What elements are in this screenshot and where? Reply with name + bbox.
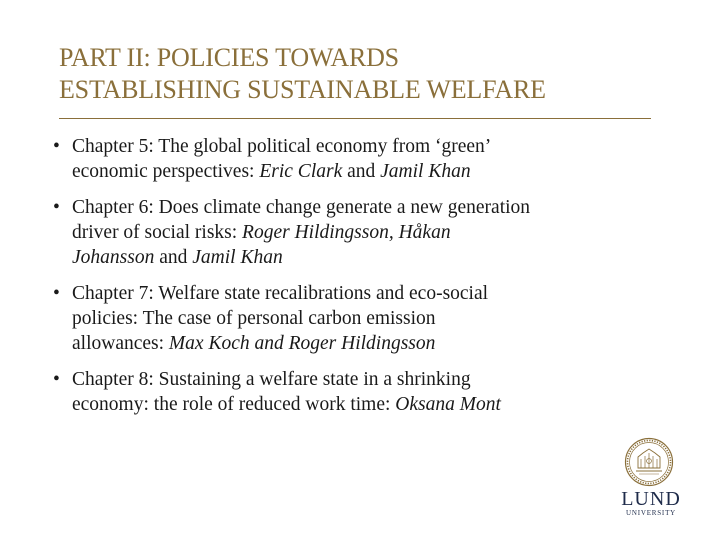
chapter-6-text: driver of social risks: (72, 222, 243, 243)
chapter-5-author-2: Jamil Khan (380, 161, 471, 182)
chapter-5-line-1: Chapter 5: The global political economy from ‘green’ (72, 136, 492, 157)
slide-title (59, 42, 659, 106)
chapter-6-authors-line-1: Roger Hildingsson, Håkan (242, 222, 451, 243)
title-divider (59, 118, 651, 119)
chapter-8-line-2 (72, 392, 653, 417)
slide-title-line-1: PART II: POLICIES TOWARDS (59, 43, 399, 72)
logo-subtitle: UNIVERSITY (626, 509, 676, 517)
chapter-6-connector: and (154, 247, 193, 268)
bullet-icon: • (53, 136, 60, 157)
chapter-5-text: economic perspectives: (72, 161, 260, 182)
chapter-5-connector: and (342, 161, 381, 182)
bullet-icon: • (53, 197, 60, 218)
chapter-list (53, 134, 653, 428)
chapter-5-item (53, 134, 653, 184)
chapter-8-item (53, 367, 653, 417)
university-seal-icon (624, 437, 674, 487)
chapter-7-authors: Max Koch and Roger Hildingsson (168, 333, 436, 354)
bullet-icon: • (53, 283, 60, 304)
chapter-5-line-2 (72, 159, 653, 184)
chapter-6-line-2 (72, 220, 653, 245)
chapter-6-line-1: Chapter 6: Does climate change generate a new generation (72, 197, 531, 218)
chapter-7-line-1: Chapter 7: Welfare state recalibrations and eco-social (72, 283, 489, 304)
chapter-6-author-last: Jamil Khan (192, 247, 283, 268)
chapter-6-authors-line-2: Johansson (72, 247, 155, 268)
logo-wordmark: LUND (621, 488, 681, 510)
slide-title-line-2: ESTABLISHING SUSTAINABLE WELFARE (59, 75, 546, 104)
chapter-5-author-1: Eric Clark (259, 161, 343, 182)
chapter-7-line-2: policies: The case of personal carbon emission (72, 308, 436, 329)
chapter-8-text: economy: the role of reduced work time: (72, 394, 396, 415)
chapter-6-item (53, 195, 653, 270)
chapter-8-line-1: Chapter 8: Sustaining a welfare state in a shrinking (72, 369, 471, 390)
chapter-7-line-3 (72, 331, 653, 356)
chapter-7-text: allowances: (72, 333, 169, 354)
bullet-icon: • (53, 369, 60, 390)
chapter-7-item (53, 281, 653, 356)
chapter-6-line-3 (72, 245, 653, 270)
chapter-8-authors: Oksana Mont (395, 394, 501, 415)
lund-university-logo (620, 437, 682, 521)
